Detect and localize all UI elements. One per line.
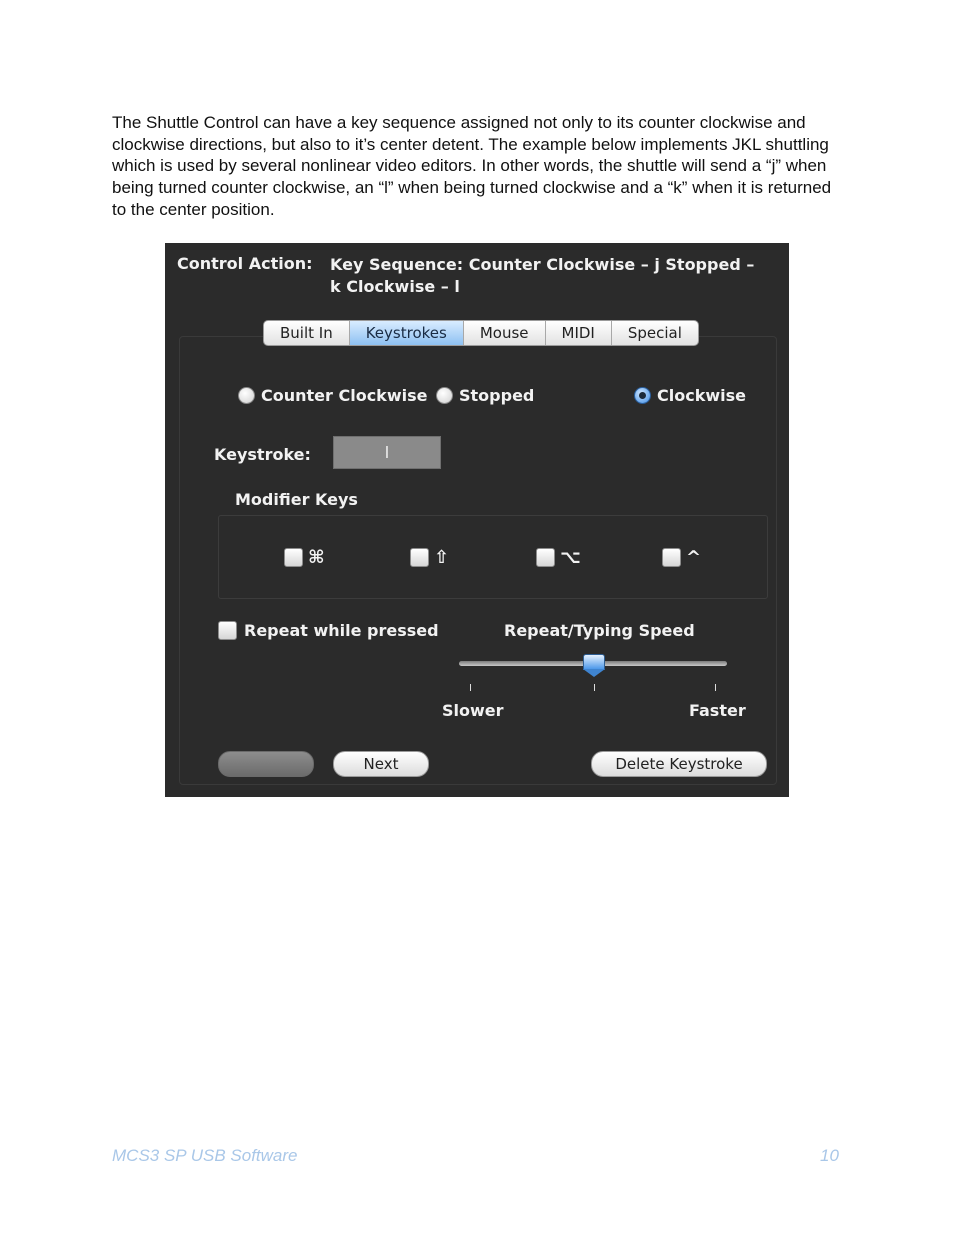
- modifier-control[interactable]: [662, 547, 701, 568]
- keystroke-field[interactable]: l: [333, 436, 441, 469]
- shift-icon: ⇧: [434, 547, 450, 568]
- tab-midi[interactable]: MIDI: [546, 321, 612, 345]
- delete-keystroke-button[interactable]: Delete Keystroke: [591, 751, 767, 777]
- page-number: 10: [820, 1146, 839, 1165]
- checkbox-icon[interactable]: [662, 548, 681, 567]
- checkbox-icon[interactable]: [536, 548, 555, 567]
- tab-keystrokes[interactable]: Keystrokes: [350, 321, 464, 345]
- control-icon: ^: [686, 547, 702, 568]
- control-action-value: Key Sequence: Counter Clockwise – j Stopped – k Clockwise – l: [330, 255, 755, 296]
- keystroke-settings-panel: [165, 243, 789, 797]
- slider-tick: [715, 684, 716, 691]
- tab-mouse[interactable]: Mouse: [464, 321, 546, 345]
- radio-counter-clockwise-label: Counter Clockwise: [261, 386, 428, 405]
- radio-stopped-label: Stopped: [459, 386, 535, 405]
- modifier-shift[interactable]: [410, 547, 449, 568]
- option-icon: ⌥: [560, 547, 581, 568]
- modifier-keys-label: Modifier Keys: [235, 490, 358, 509]
- control-action-label: Control Action:: [177, 254, 313, 273]
- action-tabs: [263, 320, 699, 346]
- radio-clockwise-label: Clockwise: [657, 386, 746, 405]
- slider-tick: [470, 684, 471, 691]
- modifier-command[interactable]: [284, 547, 325, 568]
- footer-title: MCS3 SP USB Software: [112, 1146, 298, 1165]
- checkbox-icon[interactable]: [218, 621, 237, 640]
- speed-slider-thumb[interactable]: [583, 654, 605, 670]
- radio-selected-icon[interactable]: [634, 387, 651, 404]
- typing-speed-label: Repeat/Typing Speed: [504, 621, 695, 640]
- next-button[interactable]: Next: [333, 751, 429, 777]
- tab-special[interactable]: Special: [627, 324, 682, 342]
- command-icon: ⌘: [308, 547, 325, 568]
- tab-built-in[interactable]: Built In: [264, 321, 350, 345]
- radio-stopped[interactable]: [436, 386, 534, 405]
- repeat-while-pressed[interactable]: [218, 621, 439, 640]
- checkbox-icon[interactable]: [284, 548, 303, 567]
- intro-text: The Shuttle Control can have a key sequence assigned not only to its counter clockwise and clockwise directions, but also to it’s center detent. The example below implements JKL shuttling which is used by several nonlinear video editors. In other words, the shuttle will send a “j” when being turned counter clockwise, an “l” when being turned clockwise and a “k” when it is returned to the center position.: [112, 113, 832, 219]
- radio-counter-clockwise[interactable]: [238, 386, 427, 405]
- radio-button-icon[interactable]: [436, 387, 453, 404]
- modifier-option[interactable]: [536, 547, 581, 568]
- radio-button-icon[interactable]: [238, 387, 255, 404]
- intro-paragraph: [112, 112, 847, 221]
- previous-button-disabled: [218, 751, 314, 777]
- checkbox-icon[interactable]: [410, 548, 429, 567]
- faster-label: Faster: [689, 701, 746, 720]
- radio-clockwise[interactable]: [634, 386, 746, 405]
- slider-tick: [594, 684, 595, 691]
- slower-label: Slower: [442, 701, 504, 720]
- repeat-while-pressed-label: Repeat while pressed: [244, 621, 439, 640]
- keystroke-label: Keystroke:: [214, 445, 311, 464]
